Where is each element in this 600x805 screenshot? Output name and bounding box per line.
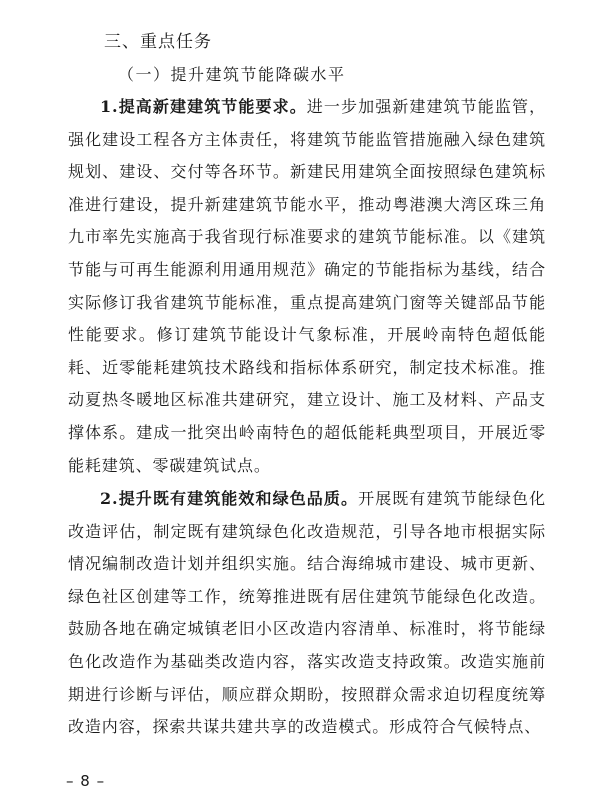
paragraph-existing-building-efficiency	[68, 483, 546, 744]
paragraph-body: 进一步加强新建建筑节能监管，强化建设工程各方主体责任，将建筑节能监管措施融入绿色建筑规划、建设、交付等各环节。新建民用建筑全面按照绿色建筑标准进行建设，提升新建建筑节能水平，推动粤港澳大湾区珠三角九市率先实施高于我省现行标准要求的建筑节能标准。以《建筑节能与可再生能源利用通用规范》确定的节能指标为基线，结合实际修订我省建筑节能标准，重点提高建筑门窗等关键部品节能性能要求。修订建筑节能设计气象标准，开展岭南特色超低能耗、近零能耗建筑技术路线和指标体系研究，制定技术标准。推动夏热冬暖地区标准共建研究，建立设计、施工及材料、产品支撑体系。建成一批突出岭南特色的超低能耗典型项目，开展近零能耗建筑、零碳建筑试点。	[68, 97, 546, 475]
paragraph-body: 开展既有建筑节能绿色化改造评估，制定既有建筑绿色化改造规范，引导各地市根据实际情况编制改造计划并组织实施。结合海绵城市建设、城市更新、绿色社区创建等工作，统筹推进既有居住建筑节能绿色化改造。鼓励各地在确定城镇老旧小区改造内容清单、标准时，将节能绿色化改造作为基础类改造内容，落实改造支持政策。改造实施前期进行诊断与评估，顺应群众期盼，按照群众需求迫切程度统筹改造内容，探索共谋共建共享的改造模式。形成符合气候特点、	[68, 489, 547, 737]
paragraph-lead: 2.提升既有建筑能效和绿色品质。	[100, 489, 359, 508]
paragraph-lead: 1.提高新建建筑节能要求。	[100, 97, 307, 116]
paragraph-new-building-requirements	[68, 91, 546, 482]
section-heading: 三、重点任务	[104, 32, 212, 52]
page-number: – 8 –	[66, 772, 106, 790]
sub-heading: （一）提升建筑节能降碳水平	[118, 65, 346, 84]
